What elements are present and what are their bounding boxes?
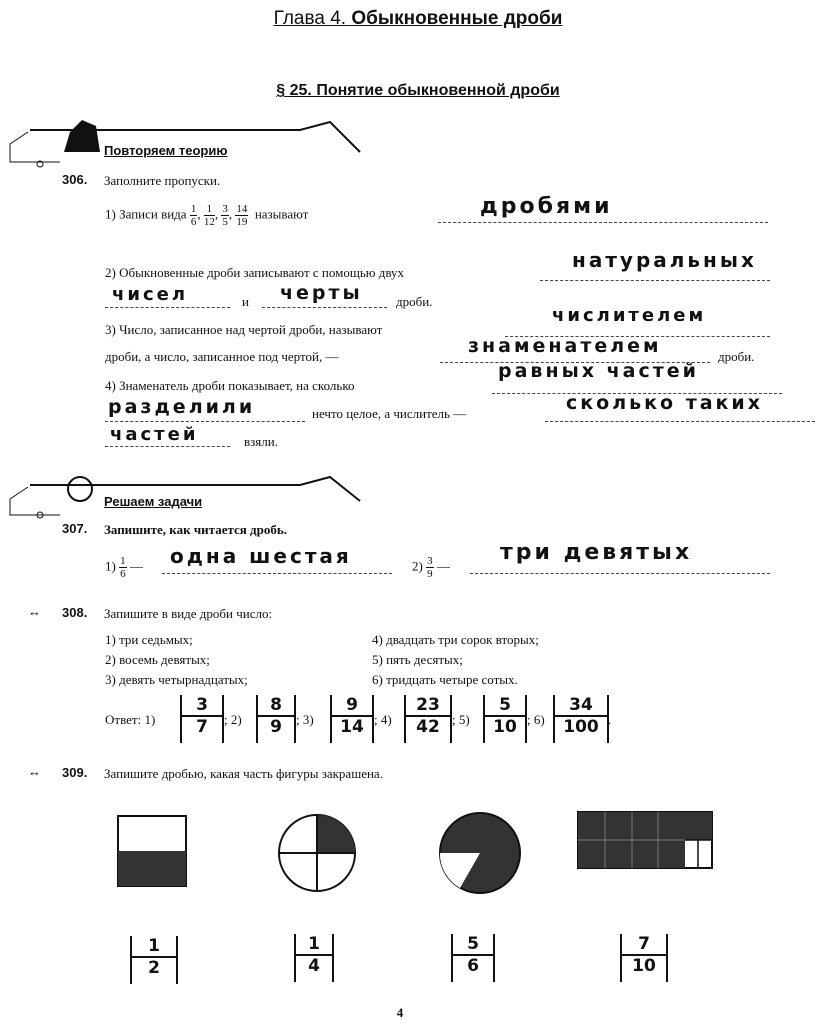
ex308-item: 6) тридцать четыре сотых. <box>372 672 518 687</box>
answer-306-4a: равных частей <box>498 360 699 382</box>
ex308-item: 2) восемь девятых; <box>105 652 210 667</box>
figure-circle-quarter <box>279 815 355 891</box>
answer-box: $\frac{5}{6}$ <box>451 934 495 982</box>
section-title-theory: Повторяем теорию <box>104 143 228 158</box>
q1-line: 1) Записи вида $\frac{1}{6}$ , $\frac{1}{12}$ , $\frac{3}{5}$ , $\frac{14}{19}$ называют <box>105 203 309 228</box>
section-banner-theory <box>0 112 400 172</box>
figure-rectangle-half <box>118 816 186 886</box>
ex308-item: 3) девять четырнадцатых; <box>105 672 248 687</box>
answer-sep: ; 6) <box>527 712 545 727</box>
ex308-item: 1) три седьмых; <box>105 632 193 647</box>
exercise-number: 308. <box>62 605 88 620</box>
answer-307-1: одна шестая <box>170 544 352 568</box>
q3-end: дроби. <box>718 349 755 364</box>
exercise-prompt: Заполните пропуски. <box>104 173 221 188</box>
exercise-prompt: Запишите дробью, какая часть фигуры закрашена. <box>104 766 383 781</box>
answer-sep: ; 4) <box>374 712 392 727</box>
answer-306-1: дробями <box>480 194 613 219</box>
answer-box: $\frac{1}{2}$ <box>130 936 178 984</box>
ex307-item-1: 1) $\frac{1}{6}$ — <box>105 555 143 580</box>
ex308-item: 4) двадцать три сорок вторых; <box>372 632 539 647</box>
q2-line: 2) Обыкновенные дроби записывают с помощью двух <box>105 265 405 280</box>
q3-line-2: дроби, а число, записанное под чертой, — <box>105 349 339 364</box>
answer-306-2c: черты <box>280 282 363 304</box>
answer-box: $\frac{1}{4}$ <box>294 934 334 982</box>
q2-and: и <box>242 294 249 309</box>
answer-box: $\frac{9}{14}$ <box>330 695 374 743</box>
answer-box: $\frac{34}{100}$ <box>553 695 609 743</box>
figure-grid-seven-tenths <box>578 812 712 868</box>
answer-306-4c: сколько таких <box>566 392 764 414</box>
answer-sep: ; 3) <box>296 712 314 727</box>
answer-307-2: три девятых <box>500 540 693 565</box>
paragraph-title: § 25. Понятие обыкновенной дроби <box>276 82 560 99</box>
answer-306-3a: числителем <box>552 305 707 326</box>
q4-line: 4) Знаменатель дроби показывает, на сколько <box>105 378 355 393</box>
figure-circle-five-sixths <box>440 813 520 893</box>
answer-sep: . <box>608 712 612 727</box>
ex308-item: 5) пять десятых; <box>372 652 463 667</box>
answer-306-4b: разделили <box>108 396 256 418</box>
exercise-number: 307. <box>62 521 88 536</box>
exercise-number: 309. <box>62 765 88 780</box>
q2-end: дроби. <box>396 294 433 309</box>
q4-line-2: нечто целое, а числитель — <box>312 406 467 421</box>
answer-306-2b: чисел <box>112 284 189 305</box>
answer-306-4d: частей <box>110 424 199 445</box>
answer-box: $\frac{3}{7}$ <box>180 695 224 743</box>
ex307-item-2: 2) $\frac{3}{9}$ — <box>412 555 450 580</box>
section-title-tasks: Решаем задачи <box>104 494 203 509</box>
exercise-prompt: Запишите в виде дроби число: <box>104 606 273 621</box>
exercise-number: 306. <box>62 172 88 187</box>
answer-box: $\frac{7}{10}$ <box>620 934 668 982</box>
q4-end: взяли. <box>244 434 278 449</box>
chapter-heading: Глава 4. Обыкновенные дроби <box>273 8 563 29</box>
exercise-prompt: Запишите, как читается дробь. <box>104 522 287 537</box>
ex309-figures <box>110 808 730 898</box>
answer-label: Ответ: 1) <box>105 712 156 727</box>
q3-line: 3) Число, записанное над чертой дроби, называют <box>105 322 383 337</box>
answer-box: $\frac{5}{10}$ <box>483 695 527 743</box>
answer-box: $\frac{8}{9}$ <box>256 695 296 743</box>
page-number: 4 <box>396 1005 404 1020</box>
answer-306-3b: знаменателем <box>468 335 662 357</box>
flower-icon <box>68 477 92 501</box>
answer-box: $\frac{23}{42}$ <box>404 695 452 743</box>
owl-icon <box>64 120 100 152</box>
answer-306-2a: натуральных <box>572 248 757 272</box>
answer-sep: ; 2) <box>224 712 242 727</box>
answer-sep: ; 5) <box>452 712 470 727</box>
